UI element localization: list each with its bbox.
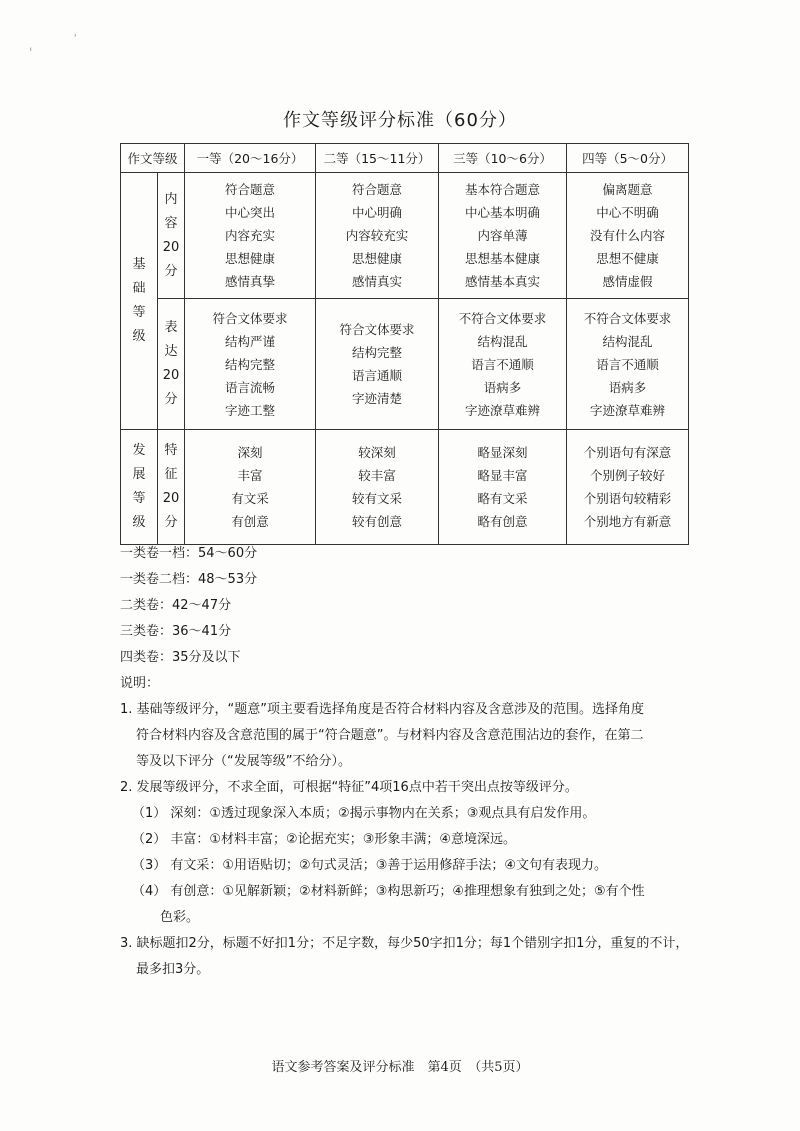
- note-1-line: 符合材料内容及含意范围的属于“符合题意”。与材料内容及含意范围沾边的套作，在第二: [136, 728, 644, 743]
- feature-fourth-grade: 个别语句有深意 个别例子较好 个别语句较精彩 个别地方有新意: [567, 430, 689, 545]
- note-2-item: （4） 有创意：①见解新颖；②材料新鲜；③构思新巧；④推理想象有独到之处；⑤有个性: [132, 884, 645, 899]
- feature-label: 特 征 20 分: [158, 430, 185, 545]
- expression-fourth-grade: 不符合文体要求 结构混乱 语言不通顺 语病多 字迹潦草难辨: [567, 299, 689, 430]
- header-third-grade: 三等（10～6分）: [439, 144, 567, 173]
- feature-second-grade: 较深刻 较丰富 较有文采 较有创意: [316, 430, 439, 545]
- table-row-development: [121, 430, 689, 545]
- expression-first-grade: 符合文体要求 结构严谨 结构完整 语言流畅 字迹工整: [185, 299, 316, 430]
- expression-label: 表 达 20 分: [158, 299, 185, 430]
- grading-table: [120, 143, 689, 545]
- table-header-row: [121, 144, 689, 173]
- note-1-line: 1. 基础等级评分，“题意”项主要看选择角度是否符合材料内容及含意涉及的范围。选择角度: [120, 702, 645, 717]
- content-fourth-grade: 偏离题意 中心不明确 没有什么内容 思想不健康 感情虚假: [567, 173, 689, 299]
- feature-third-grade: 略显深刻 略显丰富 略有文采 略有创意: [439, 430, 567, 545]
- grade-line: 四类卷：35分及以下: [120, 650, 241, 665]
- note-3-line: 最多扣3分。: [136, 962, 210, 977]
- note-2-item: （3） 有文采：①用语贴切；②句式灵活；③善于运用修辞手法；④文句有表现力。: [132, 858, 608, 873]
- header-second-grade: 二等（15～11分）: [316, 144, 439, 173]
- note-2-line: 2. 发展等级评分，不求全面，可根据“特征”4项16点中若干突出点按等级评分。: [120, 780, 578, 795]
- page-title: 作文等级评分标准（60分）: [283, 110, 517, 131]
- header-fourth-grade: 四等（5～0分）: [567, 144, 689, 173]
- content-third-grade: 基本符合题意 中心基本明确 内容单薄 思想基本健康 感情基本真实: [439, 173, 567, 299]
- grade-line: 三类卷：36～41分: [120, 624, 232, 639]
- content-label: 内 容 20 分: [158, 173, 185, 299]
- note-2-item: （2） 丰富：①材料丰富；②论据充实；③形象丰满；④意境深远。: [132, 832, 517, 847]
- table-row-content: [121, 173, 689, 299]
- scoring-notes: [120, 541, 710, 983]
- basic-level-label: 基 础 等 级: [121, 173, 158, 430]
- grade-line: 一类卷一档：54～60分: [120, 546, 258, 561]
- development-level-label: 发 展 等 级: [121, 430, 158, 545]
- note-3-line: 3. 缺标题扣2分，标题不好扣1分；不足字数，每少50字扣1分；每1个错别字扣1分，重复的不计，: [120, 936, 689, 951]
- grade-line: 二类卷：42～47分: [120, 598, 232, 613]
- feature-first-grade: 深刻 丰富 有文采 有创意: [185, 430, 316, 545]
- content-second-grade: 符合题意 中心明确 内容较充实 思想健康 感情真实: [316, 173, 439, 299]
- notes-heading: 说明：: [120, 676, 160, 691]
- scan-mark: ı: [30, 46, 32, 53]
- header-first-grade: 一等（20～16分）: [185, 144, 316, 173]
- grade-line: 一类卷二档：48～53分: [120, 572, 258, 587]
- expression-third-grade: 不符合文体要求 结构混乱 语言不通顺 语病多 字迹潦草难辨: [439, 299, 567, 430]
- scan-mark: ˀ: [74, 34, 77, 41]
- note-1-line: 等及以下评分（“发展等级”不给分）。: [136, 754, 351, 769]
- table-row-expression: [121, 299, 689, 430]
- page-footer: 语文参考答案及评分标准 第4页 （共5页）: [271, 1060, 529, 1075]
- note-2-item-cont: 色彩。: [160, 910, 200, 925]
- expression-second-grade: 符合文体要求 结构完整 语言通顺 字迹清楚: [316, 299, 439, 430]
- header-essay-level: 作文等级: [121, 144, 185, 173]
- note-2-item: （1） 深刻：①透过现象深入本质；②揭示事物内在关系；③观点具有启发作用。: [132, 806, 596, 821]
- content-first-grade: 符合题意 中心突出 内容充实 思想健康 感情真挚: [185, 173, 316, 299]
